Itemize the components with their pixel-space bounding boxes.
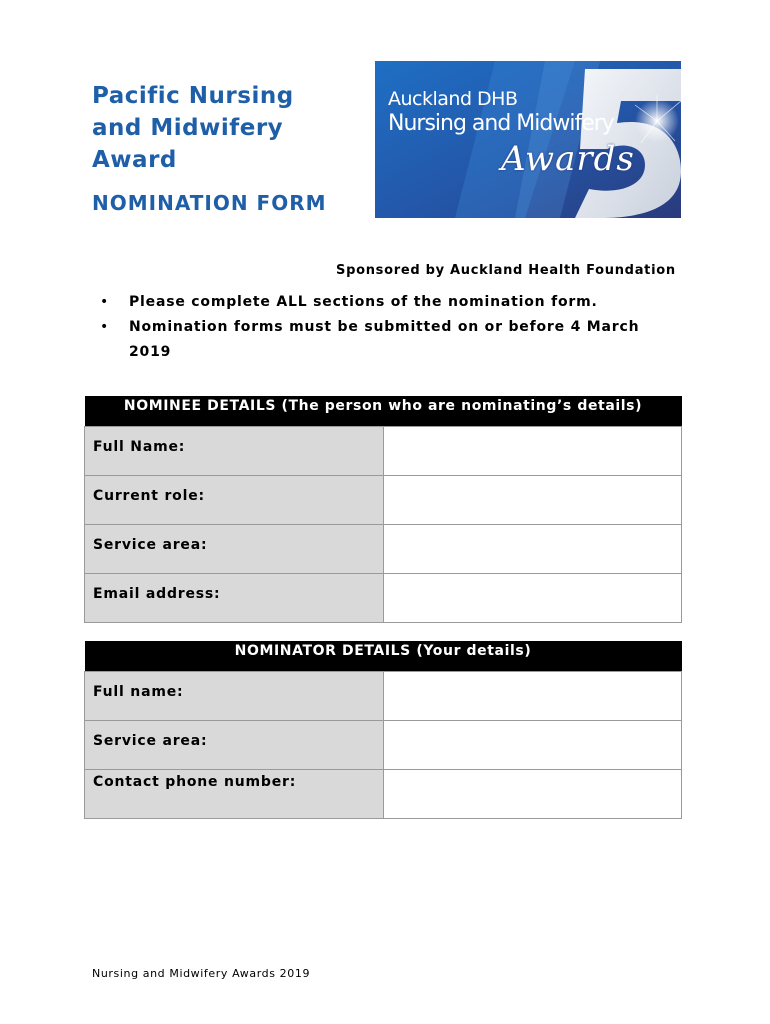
- nominee-current-role-label: Current role:: [85, 476, 384, 525]
- nominator-details-header: NOMINATOR DETAILS (Your details): [85, 641, 682, 672]
- award-title-line: and Midwifery: [92, 115, 284, 141]
- award-title: [92, 80, 362, 176]
- logo-line-3: Awards: [501, 139, 635, 179]
- nominator-phone-label: Contact phone number:: [85, 770, 384, 819]
- nominator-full-name-label: Full name:: [85, 672, 384, 721]
- instruction-item: [100, 290, 660, 315]
- page-footer: Nursing and Midwifery Awards 2019: [92, 967, 311, 980]
- table-row: [85, 427, 682, 476]
- nominee-full-name-field[interactable]: [383, 427, 682, 476]
- form-heading: NOMINATION FORM: [92, 191, 327, 215]
- sponsor-line: Sponsored by Auckland Health Foundation: [336, 263, 676, 278]
- nominee-current-role-field[interactable]: [383, 476, 682, 525]
- instruction-text: Please complete ALL sections of the nomination form.: [129, 294, 598, 310]
- table-row: [85, 770, 682, 819]
- nominee-details-header: NOMINEE DETAILS (The person who are nominating’s details): [85, 396, 682, 427]
- nominee-email-label: Email address:: [85, 574, 384, 623]
- bullet-icon: •: [100, 294, 110, 310]
- nominator-phone-field[interactable]: [383, 770, 682, 819]
- nominator-service-area-field[interactable]: [383, 721, 682, 770]
- logo-line-1: Auckland DHB: [388, 88, 518, 110]
- award-title-line: Award: [92, 147, 177, 173]
- awards-logo: [375, 61, 681, 218]
- nominee-full-name-label: Full Name:: [85, 427, 384, 476]
- nominator-details-table: [84, 641, 682, 819]
- nominator-full-name-field[interactable]: [383, 672, 682, 721]
- table-row: [85, 574, 682, 623]
- table-row: [85, 672, 682, 721]
- bullet-icon: •: [100, 319, 110, 335]
- table-row: [85, 476, 682, 525]
- nominee-details-table: [84, 396, 682, 623]
- award-title-line: Pacific Nursing: [92, 83, 294, 109]
- logo-line-2: Nursing and Midwifery: [388, 111, 614, 136]
- nominee-email-field[interactable]: [383, 574, 682, 623]
- nominee-service-area-label: Service area:: [85, 525, 384, 574]
- nominee-service-area-field[interactable]: [383, 525, 682, 574]
- table-row: [85, 721, 682, 770]
- instruction-list: [100, 290, 660, 365]
- instruction-item: [100, 315, 660, 365]
- instruction-text: Nomination forms must be submitted on or before 4 March 2019: [129, 319, 640, 360]
- table-row: [85, 525, 682, 574]
- nominator-service-area-label: Service area:: [85, 721, 384, 770]
